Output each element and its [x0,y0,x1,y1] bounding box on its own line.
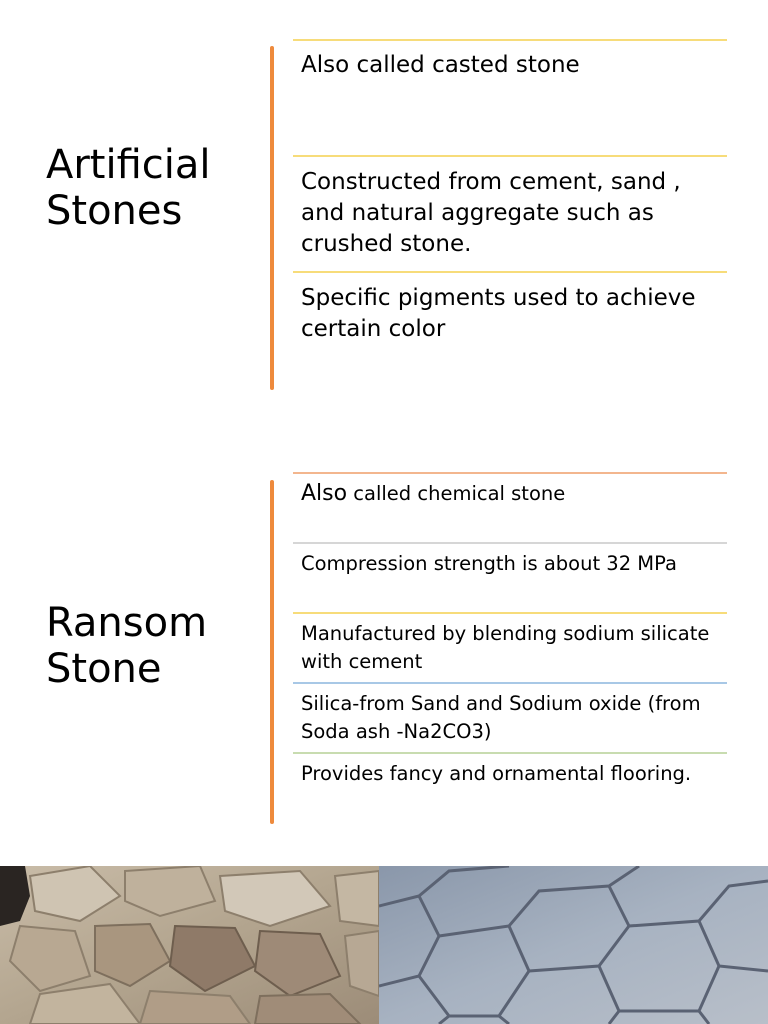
divider-line [293,472,727,474]
stamped-stone-floor-photo [379,866,768,1024]
title-line: Ransom [46,600,208,646]
divider-line [293,682,727,684]
list-item: Silica-from Sand and Sodium oxide (from Soda ash -Na2CO3) [301,692,701,743]
list-item: Specific pigments used to achieve certain color [301,285,696,342]
flagstone-floor-photo [0,866,379,1024]
section-title-ransom-stone [46,600,207,692]
list-item: Compression strength is about 32 MPa [301,552,677,575]
list-item: Constructed from cement, sand , and natural aggregate such as crushed stone. [301,169,681,257]
bracket-line [270,46,274,390]
divider-line [293,542,727,544]
list-item: Provides fancy and ornamental flooring. [301,762,692,785]
divider-line [293,39,727,41]
list-item [301,480,721,508]
list-item: Manufactured by blending sodium silicate with cement [301,622,710,673]
bracket-line [270,480,274,824]
list-item-text: called chemical stone [347,482,566,505]
title-line: Artificial [46,142,211,188]
divider-line [293,752,727,754]
list-item: Also called casted stone [301,52,580,78]
divider-line [293,155,727,157]
title-line: Stone [46,646,162,692]
divider-line [293,612,727,614]
section-title-artificial-stones [46,142,211,234]
list-item-lead: Also [301,481,348,506]
divider-line [293,271,727,273]
title-line: Stones [46,188,183,234]
